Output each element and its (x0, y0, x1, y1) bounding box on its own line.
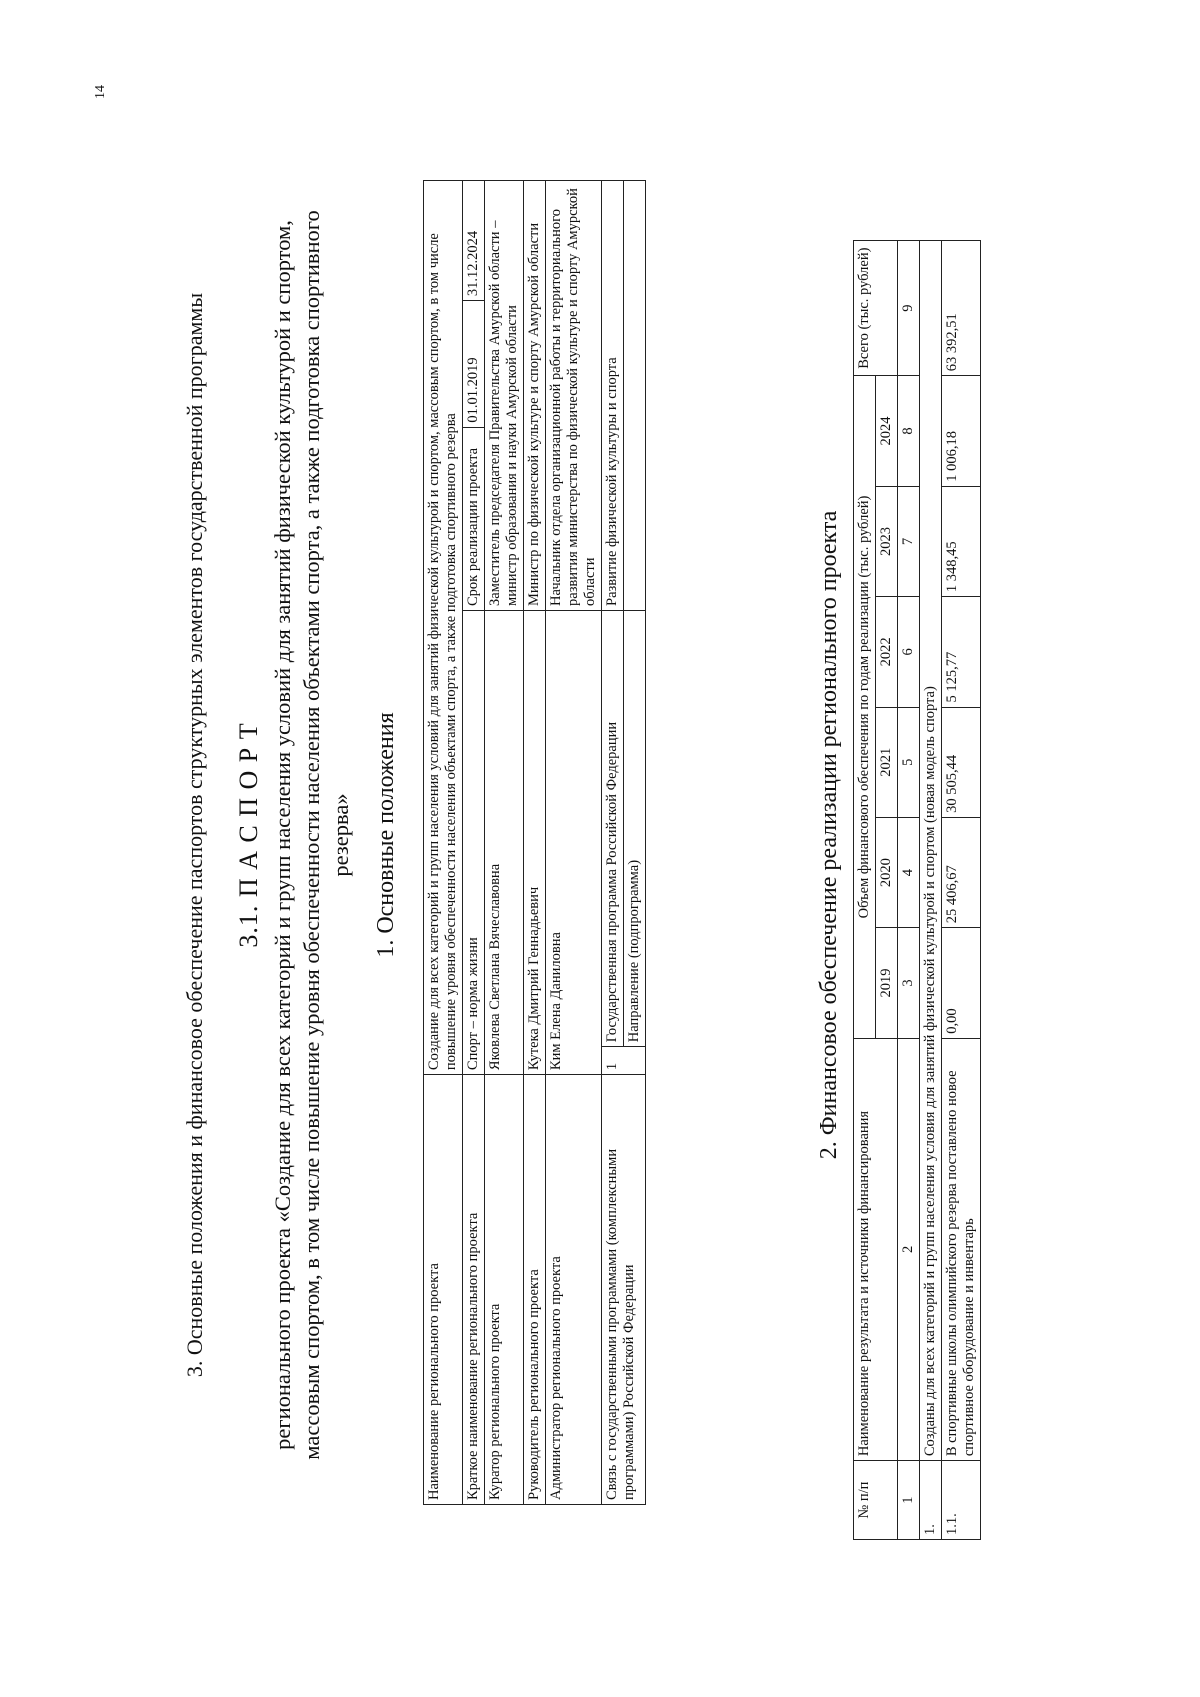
row-value: 1 348,45 (942, 486, 981, 596)
admin-position: Начальник отдела организационной работы и территориального развития министерства по физической культуре и спорту Амурской области (546, 181, 602, 611)
row-value: 0,00 (942, 928, 981, 1038)
group-num: 1. (920, 1461, 942, 1540)
row-value: 30 505,44 (942, 707, 981, 817)
term-label: Срок реализации проекта (463, 427, 485, 610)
table-row (602, 181, 624, 1505)
header-num: № п/п (854, 1461, 898, 1540)
name-value: Создание для всех категорий и групп населения условий для занятий физической культурой и спортом, массовым спортом, в том числе повышение уровня обеспеченности населения объектами спорта, а также подготовка спортивного резерва (424, 181, 463, 1075)
col-index: 8 (898, 376, 920, 486)
col-index: 9 (898, 241, 920, 376)
table-row (942, 241, 981, 1540)
head-position: Министр по физической культуре и спорту Амурской области (524, 181, 546, 611)
year-header: 2019 (876, 928, 898, 1038)
finance-table (853, 240, 981, 1540)
table-row (424, 181, 463, 1505)
col-index: 1 (898, 1461, 920, 1540)
table-row (463, 181, 485, 1505)
table-row (524, 181, 546, 1505)
head-name: Кутека Дмитрий Геннадьевич (524, 610, 546, 1074)
basic-provisions-table (423, 180, 646, 1505)
short-name-label: Краткое наименование регионального проекта (463, 1075, 485, 1505)
curator-name: Яковлева Светлана Вячеславовна (485, 610, 524, 1074)
rotated-content (93, 85, 1098, 1560)
link-direction-value (624, 181, 646, 611)
short-name-value: Спорт – норма жизни (463, 610, 485, 1074)
term-start: 01.01.2019 (463, 301, 485, 427)
curator-label: Куратор регионального проекта (485, 1075, 524, 1505)
page-number: 14 (93, 85, 108, 99)
row-num: 1.1. (942, 1461, 981, 1540)
header-years: Объем финансового обеспечения по годам реализации (тыс. рублей) (854, 376, 876, 1038)
col-index: 6 (898, 597, 920, 707)
table-header-row (854, 241, 876, 1540)
year-header: 2023 (876, 486, 898, 596)
link-label: Связь с государственными программами (комплексными программами) Российской Федерации (602, 1075, 646, 1505)
admin-label: Администратор регионального проекта (546, 1075, 602, 1505)
link-num: 1 (602, 1047, 646, 1075)
link-direction-label: Направление (подпрограмма) (624, 610, 646, 1046)
row-name: В спортивные школы олимпийского резерва поставлено новое спортивное оборудование и инвентарь (942, 1038, 981, 1460)
year-header: 2022 (876, 597, 898, 707)
col-index: 4 (898, 817, 920, 927)
col-index: 3 (898, 928, 920, 1038)
group-title: Созданы для всех категорий и групп населения условия для занятий физической культурой и спортом (новая модель спорта) (920, 241, 942, 1461)
year-header: 2024 (876, 376, 898, 486)
row-total: 63 392,51 (942, 241, 981, 376)
table-row (546, 181, 602, 1505)
passport-subtitle: регионального проекта «Создание для всех категорий и групп населения условий для занятий физической культурой и спортом, массовым спортом, в том числе повышение уровня обеспеченности населения объектами спорта, а также подготовка спортивного резерва» (270, 210, 353, 1460)
admin-name: Ким Елена Даниловна (546, 610, 602, 1074)
header-total: Всего (тыс. рублей) (854, 241, 898, 376)
column-index-row (898, 241, 920, 1540)
header-name: Наименование результата и источники финансирования (854, 1038, 898, 1460)
col-index: 7 (898, 486, 920, 596)
row-value: 25 406,67 (942, 817, 981, 927)
term-end: 31.12.2024 (463, 181, 485, 301)
link-program-value: Развитие физической культуры и спорта (602, 181, 624, 611)
main-heading: 3. Основные положения и финансовое обеспечение паспортов структурных элементов государственной программы (182, 292, 207, 1378)
section2-title: 2. Финансовое обеспечение реализации регионального проекта (816, 510, 842, 1160)
col-index: 5 (898, 707, 920, 817)
group-row (920, 241, 942, 1540)
year-header: 2020 (876, 817, 898, 927)
year-header: 2021 (876, 707, 898, 817)
row-value: 5 125,77 (942, 597, 981, 707)
head-label: Руководитель регионального проекта (524, 1075, 546, 1505)
curator-position: Заместитель председателя Правительства Амурской области – министр образования и науки Амурской области (485, 181, 524, 611)
link-program-label: Государственная программа Российской Федерации (602, 610, 624, 1046)
passport-title: 3.1. П А С П О Р Т (234, 722, 263, 948)
section1-title: 1. Основные положения (373, 712, 399, 958)
table-row (485, 181, 524, 1505)
name-label: Наименование регионального проекта (424, 1075, 463, 1505)
row-value: 1 006,18 (942, 376, 981, 486)
col-index: 2 (898, 1038, 920, 1460)
